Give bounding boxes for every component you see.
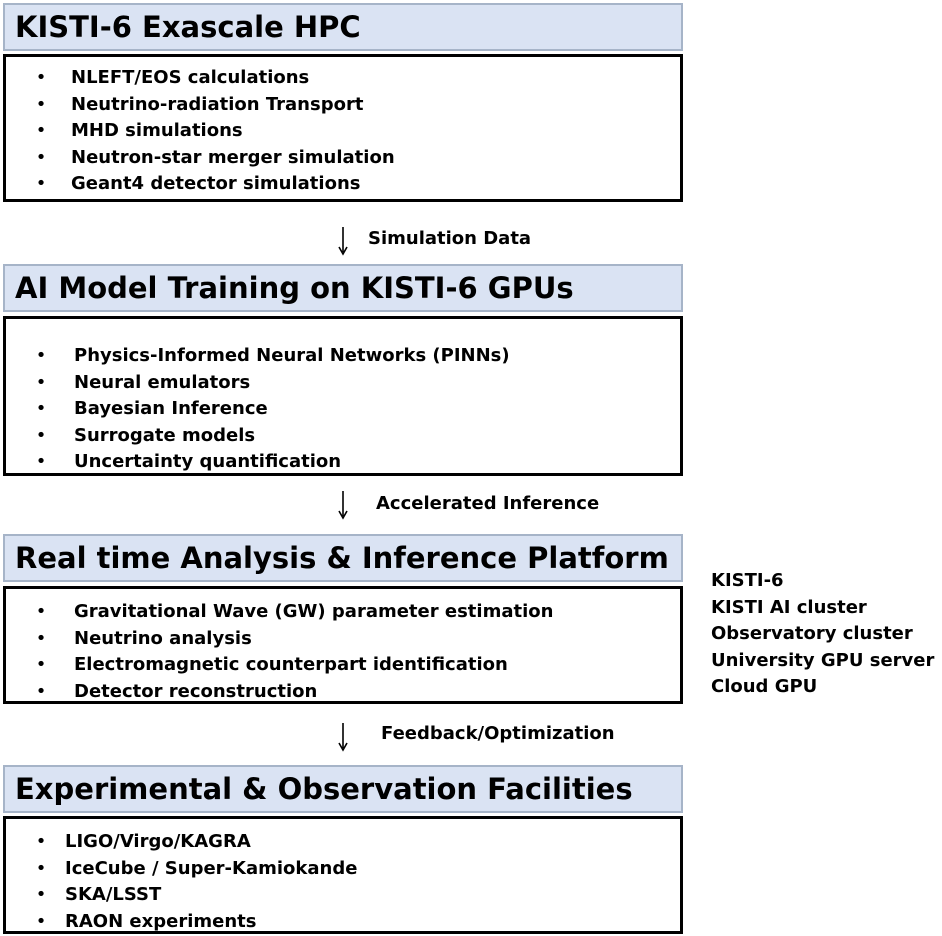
- arrow-label-accelerated-inference: Accelerated Inference: [376, 493, 600, 514]
- arrow-down-icon: [334, 490, 352, 520]
- section-1-title: KISTI-6 Exascale HPC: [15, 10, 361, 44]
- list-item: [34, 599, 680, 626]
- section-1-box: [3, 54, 683, 202]
- section-1-list: [34, 65, 680, 198]
- section-1-header: [3, 3, 683, 51]
- list-item-text: Geant4 detector simulations: [71, 173, 361, 194]
- bullet-icon: •: [35, 345, 47, 366]
- list-item: [34, 626, 680, 653]
- list-item-text: Detector reconstruction: [74, 680, 318, 702]
- list-item: [34, 92, 680, 119]
- list-item: [34, 423, 680, 450]
- bullet-icon: •: [35, 398, 47, 419]
- bullet-icon: •: [35, 173, 47, 194]
- section-2-title: AI Model Training on KISTI-6 GPUs: [15, 271, 574, 305]
- list-item: [34, 396, 680, 423]
- list-item: [34, 856, 680, 883]
- list-item-text: Surrogate models: [74, 424, 256, 446]
- section-2-list: [34, 343, 680, 476]
- bullet-icon: •: [35, 857, 47, 879]
- bullet-icon: •: [35, 93, 47, 115]
- list-item: [34, 882, 680, 909]
- section-2-box: [3, 316, 683, 476]
- list-item: [34, 679, 680, 706]
- section-3-header: [3, 534, 683, 582]
- section-3-list: [34, 599, 680, 705]
- section-2-header: [3, 264, 683, 312]
- section-4-list: [34, 829, 680, 935]
- list-item: [34, 343, 680, 370]
- section-4-header: [3, 765, 683, 813]
- list-item: [34, 145, 680, 172]
- resource-item: KISTI-6: [711, 570, 784, 591]
- list-item-text: Neutrino-radiation Transport: [71, 93, 364, 115]
- list-item-text: Physics-Informed Neural Networks (PINNs): [74, 345, 510, 366]
- resource-item: University GPU server: [711, 649, 935, 671]
- bullet-icon: •: [35, 680, 47, 702]
- list-item: [34, 652, 680, 679]
- section-3-box: [3, 586, 683, 704]
- list-item: [34, 370, 680, 397]
- bullet-icon: •: [35, 451, 47, 472]
- bullet-icon: •: [35, 601, 47, 622]
- resource-item: KISTI AI cluster: [711, 596, 867, 618]
- bullet-icon: •: [35, 654, 47, 675]
- list-item-text: Neutrino analysis: [74, 627, 252, 649]
- arrow-label-simulation-data: Simulation Data: [368, 228, 532, 249]
- list-item-text: Uncertainty quantification: [74, 451, 342, 472]
- list-item: [34, 118, 680, 145]
- bullet-icon: •: [35, 884, 47, 905]
- bullet-icon: •: [35, 831, 47, 852]
- list-item-text: Neural emulators: [74, 371, 251, 393]
- arrow-down-icon: [334, 722, 352, 752]
- list-item-text: Bayesian Inference: [74, 398, 268, 419]
- bullet-icon: •: [35, 67, 47, 88]
- list-item: [34, 449, 680, 476]
- section-3-title: Real time Analysis & Inference Platform: [15, 541, 669, 575]
- bullet-icon: •: [35, 627, 47, 649]
- bullet-icon: •: [35, 910, 47, 932]
- section-4-box: [3, 816, 683, 934]
- list-item: [34, 909, 680, 936]
- list-item-text: IceCube / Super-Kamiokande: [65, 857, 358, 879]
- arrow-label-feedback-optimization: Feedback/Optimization: [381, 723, 615, 744]
- list-item-text: MHD simulations: [71, 120, 243, 141]
- list-item-text: Gravitational Wave (GW) parameter estimation: [74, 601, 554, 622]
- list-item-text: LIGO/Virgo/KAGRA: [65, 831, 251, 852]
- list-item-text: SKA/LSST: [65, 884, 162, 905]
- list-item-text: Neutron-star merger simulation: [71, 146, 395, 168]
- resource-item: Observatory cluster: [711, 623, 913, 644]
- list-item-text: Electromagnetic counterpart identification: [74, 654, 508, 675]
- resource-item: Cloud GPU: [711, 676, 818, 697]
- bullet-icon: •: [35, 120, 47, 141]
- bullet-icon: •: [35, 371, 47, 393]
- list-item-text: NLEFT/EOS calculations: [71, 67, 310, 88]
- computing-resources-list: [711, 568, 934, 701]
- list-item: [34, 65, 680, 92]
- bullet-icon: •: [35, 424, 47, 446]
- list-item: [34, 829, 680, 856]
- arrow-down-icon: [334, 226, 352, 256]
- bullet-icon: •: [35, 146, 47, 168]
- list-item-text: RAON experiments: [65, 910, 257, 932]
- list-item: [34, 171, 680, 198]
- section-4-title: Experimental & Observation Facilities: [15, 772, 633, 806]
